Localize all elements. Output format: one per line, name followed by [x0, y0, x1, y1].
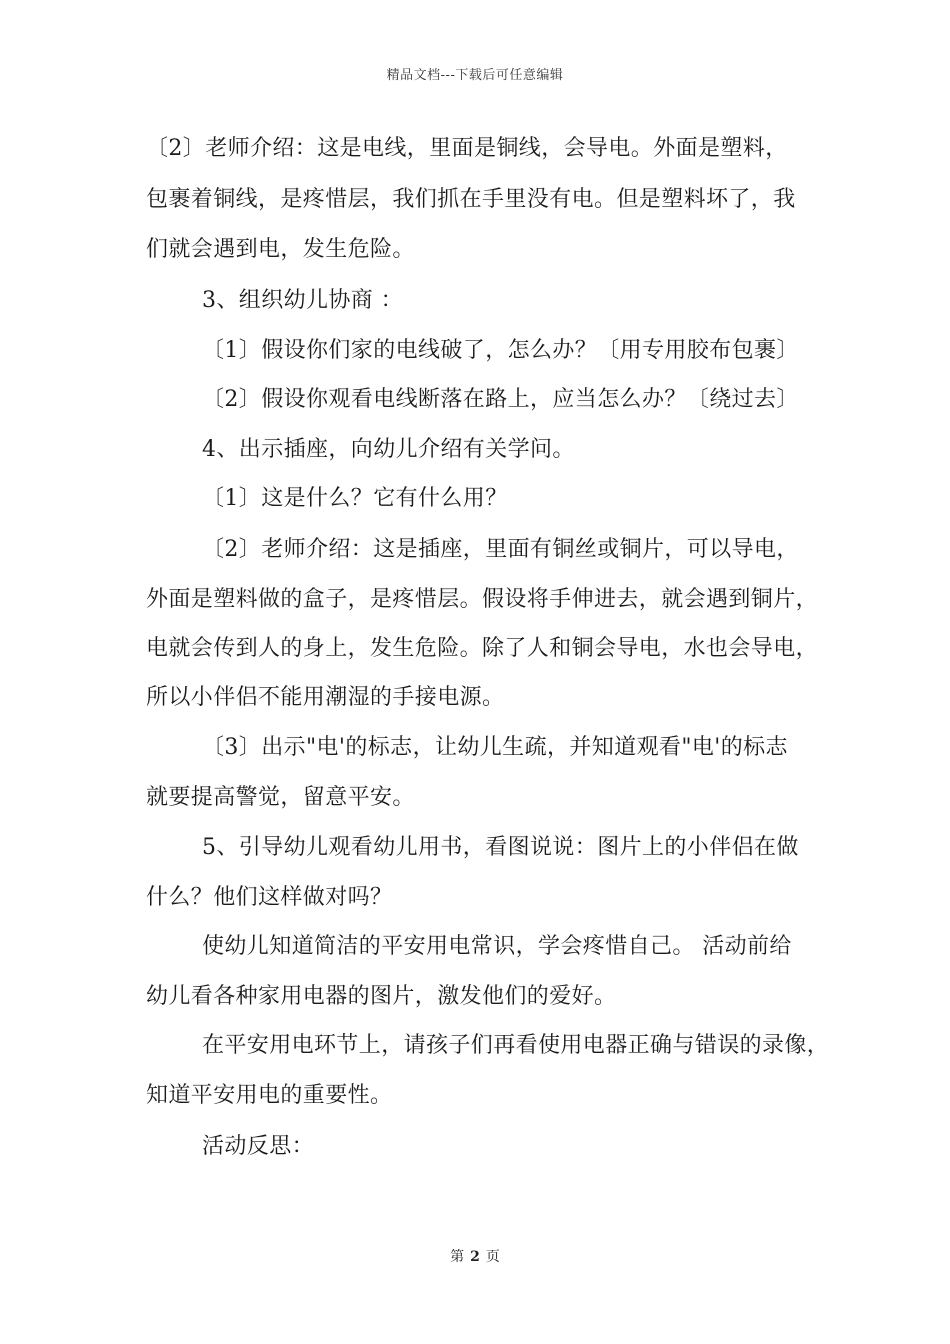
text-line: 4、出示插座，向幼儿介绍有关学问。 — [202, 437, 575, 462]
text-line: 〔1〕这是什么？它有什么用？ — [202, 486, 508, 511]
text-line: 外面是塑料做的盒子，是疼惜层。假设将手伸进去，就会遇到铜片， — [146, 587, 819, 612]
page-footer — [0, 1246, 950, 1266]
text-line: 们就会遇到电，发生危险。 — [146, 237, 415, 262]
text-line: 所以小伴侣不能用潮湿的手接电源。 — [146, 685, 505, 710]
text-line: 〔1〕假设你们家的电线破了，怎么办？〔用专用胶布包裹〕 — [202, 338, 799, 363]
text-line: 什么？他们这样做对吗？ — [146, 885, 393, 910]
page-number-prefix: 第 — [450, 1249, 465, 1265]
text-line: 幼儿看各种家用电器的图片，激发他们的爱好。 — [146, 984, 617, 1009]
text-line: 包裹着铜线，是疼惜层，我们抓在手里没有电。但是塑料坏了，我 — [146, 187, 796, 212]
text-line: 3、组织幼儿协商 ： — [202, 288, 403, 313]
page-header: 精品文档---下载后可任意编辑 — [386, 68, 564, 83]
text-line: 〔2〕老师介绍：这是电线，里面是铜线，会导电。外面是塑料， — [146, 136, 788, 161]
text-line: 使幼儿知道简洁的平安用电常识，学会疼惜自己。 活动前给 — [202, 934, 792, 959]
text-line: 在平安用电环节上，请孩子们再看使用电器正确与错误的录像， — [202, 1033, 830, 1058]
text-line: 电就会传到人的身上，发生危险。除了人和铜会导电，水也会导电， — [146, 636, 819, 661]
text-line: 5、引导幼儿观看幼儿用书，看图说说：图片上的小伴侣在做 — [202, 835, 799, 860]
text-line: 〔3〕出示"电'的标志，让幼儿生疏，并知道观看"电'的标志 — [202, 735, 788, 760]
text-line: 活动反思： — [202, 1134, 315, 1159]
text-line: 〔2〕假设你观看电线断落在路上，应当怎么办？〔绕过去〕 — [202, 387, 799, 412]
page-number-suffix: 页 — [485, 1249, 500, 1265]
text-line: 〔2〕老师介绍：这是插座，里面有铜丝或铜片，可以导电， — [202, 537, 799, 562]
text-line: 就要提高警觉，留意平安。 — [146, 785, 415, 810]
text-line: 知道平安用电的重要性。 — [146, 1083, 393, 1108]
page-number: 2 — [470, 1249, 480, 1265]
